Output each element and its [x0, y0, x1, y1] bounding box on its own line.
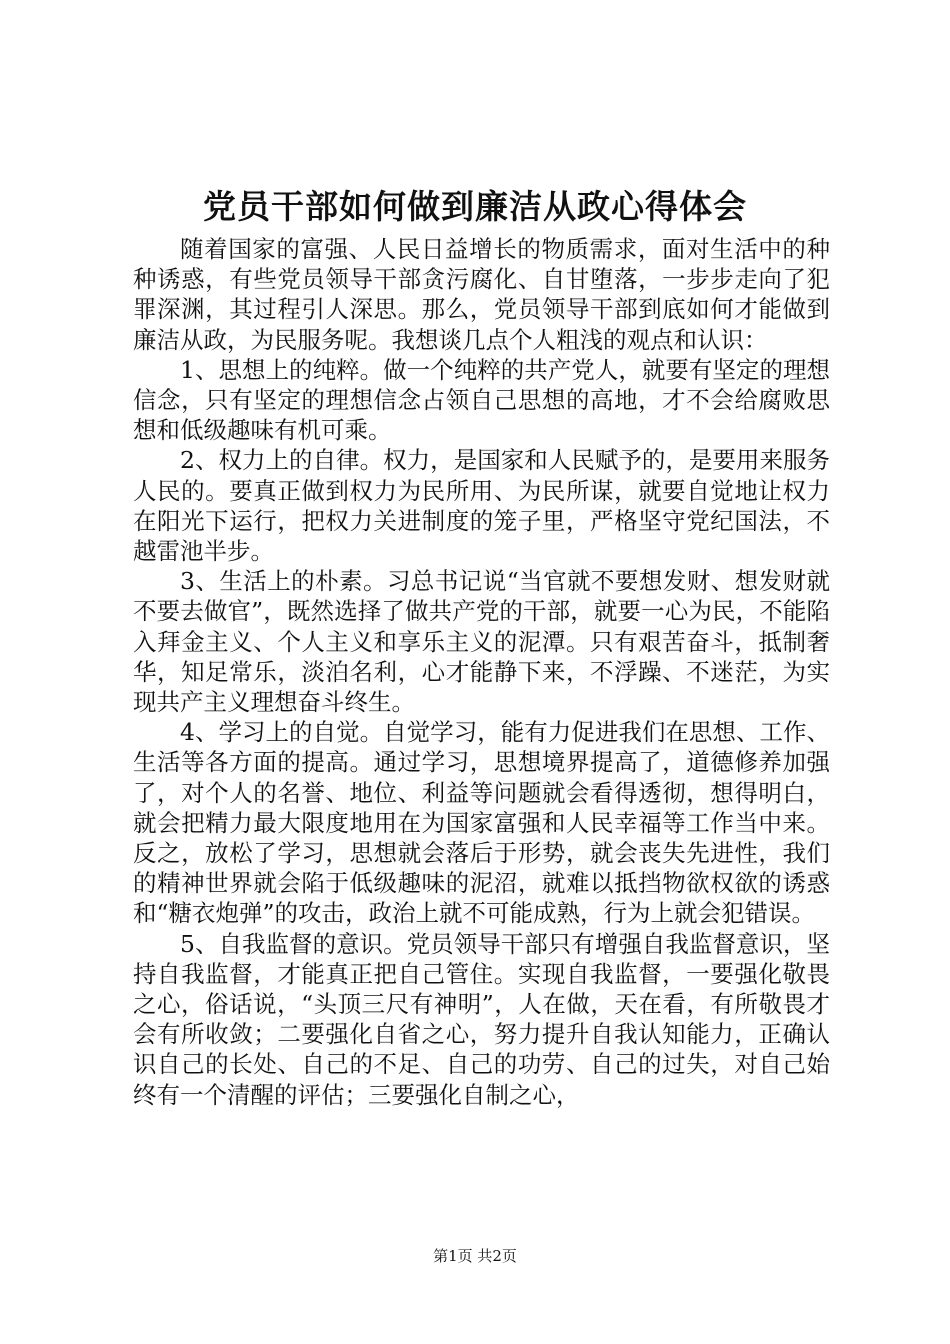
- paragraph-point-1: 1、思想上的纯粹。做一个纯粹的共产党人，就要有坚定的理想信念，只有坚定的理想信念占领自己思想的高地，才不会给腐败思想和低级趣味有机可乘。: [133, 355, 830, 445]
- page-number-footer: 第1页 共2页: [433, 1247, 517, 1265]
- document-body: [133, 234, 830, 1110]
- paragraph-point-2: 2、权力上的自律。权力，是国家和人民赋予的，是要用来服务人民的。要真正做到权力为民所用、为民所谋，就要自觉地让权力在阳光下运行，把权力关进制度的笼子里，严格坚守党纪国法，不越雷池半步。: [133, 446, 830, 566]
- paragraph-point-5: 5、自我监督的意识。党员领导干部只有增强自我监督意识，坚持自我监督，才能真正把自己管住。实现自我监督，一要强化敬畏之心，俗话说，“头顶三尺有神明”，人在做，天在看，有所敬畏才会有所收敛；二要强化自省之心，努力提升自我认知能力，正确认识自己的长处、自己的不足、自己的功劳、自己的过失，对自己始终有一个清醒的评估；三要强化自制之心，: [133, 929, 830, 1109]
- paragraph-point-3: 3、生活上的朴素。习总书记说“当官就不要想发财、想发财就不要去做官”，既然选择了做共产党的干部，就要一心为民，不能陷入拜金主义、个人主义和享乐主义的泥潭。只有艰苦奋斗，抵制奢华，知足常乐，淡泊名利，心才能静下来，不浮躁、不迷茫，为实现共产主义理想奋斗终生。: [133, 567, 830, 717]
- paragraph-intro: 随着国家的富强、人民日益增长的物质需求，面对生活中的种种诱惑，有些党员领导干部贪污腐化、自甘堕落，一步步走向了犯罪深渊，其过程引人深思。那么，党员领导干部到底如何才能做到廉洁从政，为民服务呢。我想谈几点个人粗浅的观点和认识：: [133, 235, 830, 354]
- document-title: 党员干部如何做到廉洁从政心得体会: [203, 187, 747, 226]
- paragraph-point-4: 4、学习上的自觉。自觉学习，能有力促进我们在思想、工作、生活等各方面的提高。通过学习，思想境界提高了，道德修养加强了，对个人的名誉、地位、利益等问题就会看得透彻，想得明白，就会把精力最大限度地用在为国家富强和人民幸福等工作当中来。反之，放松了学习，思想就会落后于形势，就会丧失先进性，我们的精神世界就会陷于低级趣味的泥沼，就难以抵挡物欲权欲的诱惑和“糖衣炮弹”的攻击，政治上就不可能成熟，行为上就会犯错误。: [133, 718, 830, 928]
